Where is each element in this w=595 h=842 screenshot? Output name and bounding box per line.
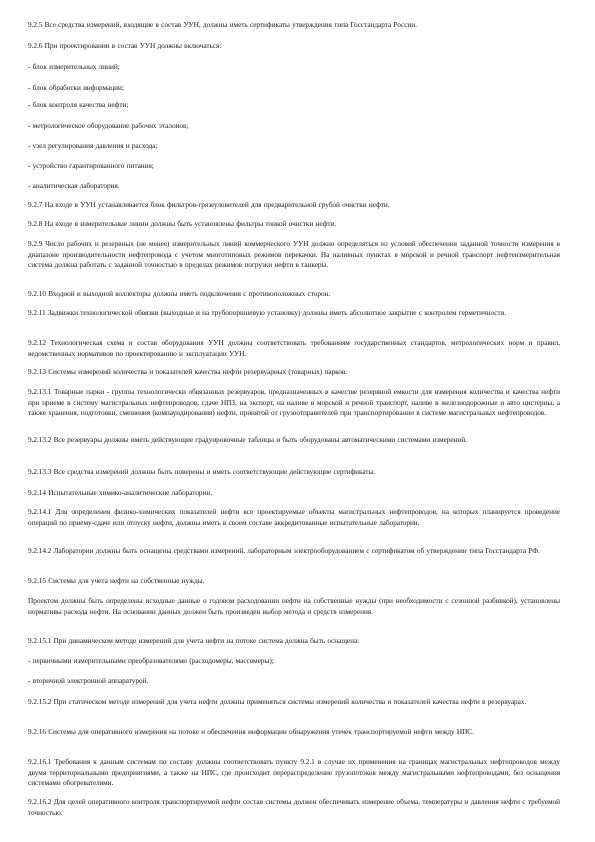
paragraph-9-2-14: 9.2.14 Испытательные химико-аналитические лаборатории. xyxy=(28,488,212,497)
paragraph-9-2-13-1: 9.2.13.1 Товарные парки - группы технологически обвязанных резервуаров, предназначенных в качестве резервной емкости для измерения количества и качества нефти при приеме в систему магистральных нефтепроводов, сдаче НПЗ, на экспорт, на наливе в морской и речной транспорт, наливе в железнодорожные и авто цистерны, а также хранения, подготовки, смешения (компаундирования) нефти, принятой от грузоотправителей при транспортировании в системе магистральных нефтепроводов. xyxy=(28,387,560,417)
paragraph-9-2-13-3: 9.2.13.3 Все средства измерений должны быть поверены и иметь соответствующие действующие сертификаты. xyxy=(28,467,376,476)
paragraph-9-2-11: 9.2.11 Задвижки технологической обвязки (выходные и на трубопоршневую установку) должны иметь абсолютное закрытие с контролем герметичности. xyxy=(28,308,507,317)
paragraph-9-2-16-1: 9.2.16.1 Требования к данным системам по составу должны соответствовать пункту 9.2.1 в случае их применения на границах магистральных нефтепроводов между двумя территориальными предприятиями, а также на НПС, где происходит перераспределение грузопотоков между магистральными нефтепроводами, без оснащения системами обогревателями. xyxy=(28,757,560,787)
paragraph-9-2-15-1: 9.2.15.1 При динамическом методе измерений для учета нефти на потоке система должна быть оснащена: xyxy=(28,636,360,645)
list-item: - блок измерительных линий; xyxy=(28,62,120,71)
paragraph-9-2-13-2: 9.2.13.2 Все резервуары должны иметь действующие градуировочные таблицы и быть оборудованы автоматическими системами измерений. xyxy=(28,435,467,444)
paragraph-9-2-16-2: 9.2.16.2 Для целей оперативного контроля транспортируемой нефти состав системы должен обеспечивать измерение объема, температуры и давления нефти с требуемой точностью. xyxy=(28,797,560,817)
paragraph-9-2-14-1: 9.2.14.1 Для определения физико-химических показателей нефти все проектируемые объекты магистральных нефтепроводов, на которых планируется проведение операций по приему-сдаче или отпуску нефти, должны иметь в своем составе аккредитованные испытательные лаборатории. xyxy=(28,507,560,527)
paragraph-9-2-8: 9.2.8 На входе в измерительные линии должны быть установлены фильтры тонкой очистки нефти. xyxy=(28,219,337,228)
paragraph-9-2-5: 9.2.5 Все средства измерений, входящие в состав УУН, должны иметь сертификаты утверждения типа Госстандарта России. xyxy=(28,20,417,29)
paragraph-9-2-15: 9.2.15 Системы для учета нефти на собственные нужды. xyxy=(28,576,205,585)
list-item: - блок обработки информации; xyxy=(28,83,124,92)
paragraph-9-2-15-2: 9.2.15.2 При статическом методе измерений для учета нефти должны применяться системы измерений количества и показателей качества нефти в резервуарах. xyxy=(28,697,527,706)
paragraph-9-2-10: 9.2.10 Входной и выходной коллекторы должны иметь подключения с противоположных сторон. xyxy=(28,289,331,298)
paragraph-9-2-13: 9.2.13 Системы измерений количества и показателей качества нефти резервуарных (товарных) парков. xyxy=(28,367,347,376)
paragraph-9-2-6: 9.2.6 При проектировании в состав УУН должны включаться: xyxy=(28,41,222,50)
paragraph-9-2-16: 9.2.16 Системы для оперативного измерения на потоке и обеспечения информации обнаружения утечек транспортируемой нефти между НПС. xyxy=(28,727,474,736)
paragraph-9-2-7: 9.2.7 На входе в УУН устанавливается блок фильтров-грязеуловителей для предварительной грубой очистки нефти. xyxy=(28,200,390,209)
list-item: - устройство гарантированного питания; xyxy=(28,161,154,170)
list-item: - первичными измерительными преобразователями (расходомеры, массомеры); xyxy=(28,656,274,665)
list-item: - аналитическая лаборатория. xyxy=(28,181,120,190)
list-item: - блок контроля качества нефти; xyxy=(28,100,129,109)
list-item: - вторичной электронной аппаратурой. xyxy=(28,676,149,685)
list-item: - узел регулирования давления и расхода; xyxy=(28,141,158,150)
list-item: - метрологическое оборудование рабочих эталонов; xyxy=(28,121,189,130)
paragraph-9-2-9: 9.2.9 Число рабочих и резервных (не менее) измерительных линий коммерческого УУН должно определяться из условий обеспечения заданной точности измерения в диапазоне производительности нефтепровода с учетом многотиповых режимов перекачки. На наливных пунктах в морской и речной транспорт нефтеизмерительная система должна работать с заданной точностью в пределах режимов погрузки нефти в танкеры. xyxy=(28,239,560,269)
paragraph-9-2-12: 9.2.12 Технологическая схема и состав оборудования УУН должны соответствовать требованиям государственных стандартов, метрологических норм и правил, ведомственных нормативов по проектированию и эксплуатации УУН. xyxy=(28,338,560,358)
paragraph-9-2-15-intro: Проектом должны быть определены исходные данные о годовом расходовании нефти на собственные нужды (при необходимости с сезонной разбивкой), установлены нормативы расхода нефти. На основании данных должен быть произведен выбор метода и средств измерения. xyxy=(28,596,560,616)
paragraph-9-2-14-2: 9.2.14.2 Лаборатории должны быть оснащены средствами измерений, лабораторным электрооборудованием с сертификатом об утверждении типа Госстандарта РФ. xyxy=(28,546,540,555)
